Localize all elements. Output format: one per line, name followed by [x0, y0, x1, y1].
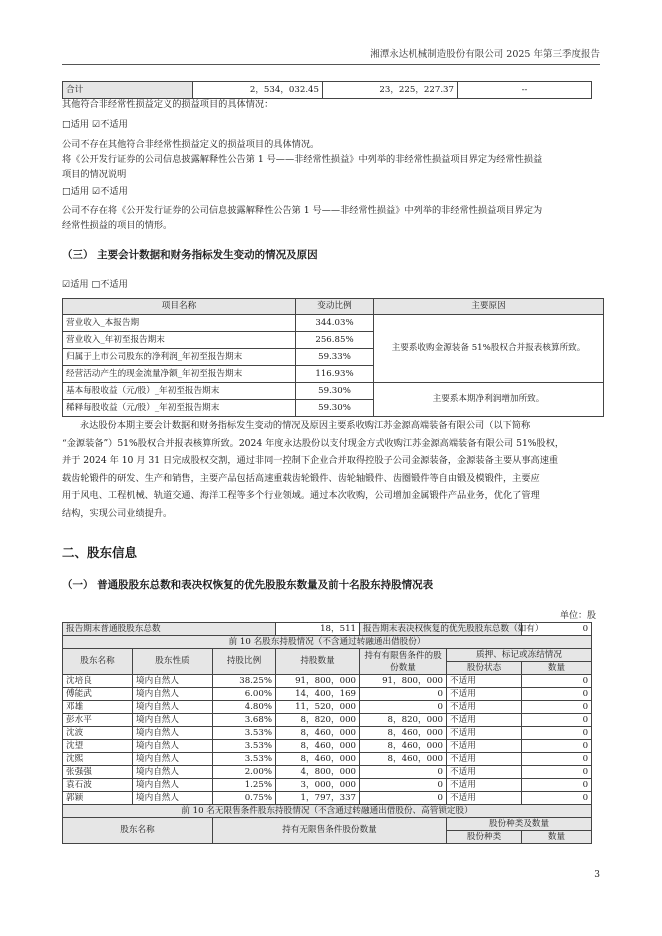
- holder-qty: 8，460，000: [276, 740, 360, 753]
- header-divider: [62, 64, 600, 65]
- holder-qty: 11，520，000: [276, 701, 360, 714]
- holder-nature: 境内自然人: [133, 701, 213, 714]
- unres-header-qty: 持有无限售条件股份数量: [213, 818, 447, 844]
- applicable-checkbox-1: □适用 ☑不适用: [62, 119, 128, 130]
- holder-restricted-qty: 0: [360, 779, 447, 792]
- holder-nature: 境内自然人: [133, 675, 213, 688]
- holder-nature: 境内自然人: [133, 714, 213, 727]
- table-row: [63, 315, 604, 332]
- top10-title-row: [63, 636, 592, 649]
- holder-ratio: 3.53%: [213, 753, 276, 766]
- table-row: [63, 688, 592, 701]
- holder-restricted-qty: 8，460，000: [360, 727, 447, 740]
- top10-title: 前 10 名股东持股情况（不含通过转融通出借股份）: [63, 636, 592, 649]
- holder-pledge-count: 0: [522, 688, 592, 701]
- holder-share-status: 不适用: [447, 688, 522, 701]
- table-row: [63, 727, 592, 740]
- holder-qty: 1，797，337: [276, 792, 360, 805]
- explanation-line: 用于风电、工程机械、轨道交通、海洋工程等多个行业领域。通过本次收购，公司增加金属锻件产品业务，优化了管理: [62, 490, 540, 502]
- holder-pledge-count: 0: [522, 675, 592, 688]
- holder-nature: 境内自然人: [133, 688, 213, 701]
- holder-share-status: 不适用: [447, 727, 522, 740]
- table-row: [63, 753, 592, 766]
- explanation-line: “金源装备”）51%股权合并报表核算所致。2024 年度永达股份以支付现金方式收购江苏金源高端装备有限公司 51%股权，: [62, 437, 565, 449]
- holder-ratio: 1.25%: [213, 779, 276, 792]
- change-explanation: [62, 417, 603, 523]
- header-holding-qty: 持股数量: [276, 649, 360, 675]
- section-3-checkbox: ☑适用 □不适用: [62, 279, 128, 290]
- holder-nature: 境内自然人: [133, 779, 213, 792]
- header-holder-name: 股东名称: [63, 649, 133, 675]
- shareholder-table: [62, 622, 592, 844]
- holder-restricted-qty: 8，820，000: [360, 714, 447, 727]
- holder-qty: 3，000，000: [276, 779, 360, 792]
- pref-holders-label: 报告期末表决权恢复的优先股股东总数（如有）: [360, 623, 522, 636]
- no-other-items-text: 公司不存在其他符合非经常性损益定义的损益项目的具体情况。: [62, 139, 320, 150]
- holder-share-status: 不适用: [447, 740, 522, 753]
- explanation-line: 永达股份本期主要会计数据和财务指标发生变动的情况及原因主要系收购江苏金源高端装备有限公司（以下简称: [80, 420, 531, 431]
- holder-share-status: 不适用: [447, 779, 522, 792]
- header-pledge-count: 数量: [522, 662, 592, 675]
- holder-nature: 境内自然人: [133, 740, 213, 753]
- applicable-checkbox-2: □适用 ☑不适用: [62, 186, 128, 197]
- item-name: 经营活动产生的现金流量净额_年初至报告期末: [63, 366, 296, 383]
- holder-restricted-qty: 8，460，000: [360, 740, 447, 753]
- holder-name: 张强强: [63, 766, 133, 779]
- holder-name: 袁石波: [63, 779, 133, 792]
- holder-pledge-count: 0: [522, 779, 592, 792]
- unrestricted-title-row: [63, 805, 592, 818]
- holder-share-status: 不适用: [447, 675, 522, 688]
- shareholder-subsection-heading: （一） 普通股股东总数和表决权恢复的优先股股东数量及前十名股东持股情况表: [62, 579, 434, 591]
- holder-share-status: 不适用: [447, 753, 522, 766]
- item-ratio: 59.30%: [296, 383, 374, 400]
- table-row: [63, 675, 592, 688]
- holder-ratio: 6.00%: [213, 688, 276, 701]
- header-holder-nature: 股东性质: [133, 649, 213, 675]
- unres-header-kind: 股份种类: [447, 831, 522, 844]
- total-col3: --: [458, 82, 592, 99]
- explanation-line: 并于 2024 年 10 月 31 日完成股权交割，通过非同一控制下企业合并取得控股子公司金源装备，金源装备主要从事高速重: [62, 455, 559, 467]
- holder-pledge-count: 0: [522, 792, 592, 805]
- section-3-heading: （三） 主要会计数据和财务指标发生变动的情况及原因: [62, 249, 318, 261]
- holder-ratio: 4.80%: [213, 701, 276, 714]
- table-row: [63, 383, 604, 400]
- holder-pledge-count: 0: [522, 740, 592, 753]
- header-pledge: 质押、标记或冻结情况: [447, 649, 592, 662]
- table-row: [63, 766, 592, 779]
- holder-restricted-qty: 0: [360, 688, 447, 701]
- total-row: [63, 82, 592, 99]
- unrestricted-header-row: [63, 818, 592, 831]
- header-holding-ratio: 持股比例: [213, 649, 276, 675]
- holder-qty: 14，400，169: [276, 688, 360, 701]
- holder-name: 沈波: [63, 727, 133, 740]
- holder-restricted-qty: 8，460，000: [360, 753, 447, 766]
- explanation-line: 载齿轮锻件的研发、生产和销售，主要产品包括高速重载齿轮锻件、齿轮轴锻件、齿圈锻件等自由锻及模锻件，主要应: [62, 472, 540, 484]
- total-label: 合计: [63, 82, 193, 99]
- holder-name: 彭水平: [63, 714, 133, 727]
- holder-name: 傅能武: [63, 688, 133, 701]
- item-name: 稀释每股收益（元/股）_年初至报告期末: [63, 400, 296, 417]
- total-col2: 23，225，227.37: [323, 82, 458, 99]
- report-header-title: 湘潭永达机械制造股份有限公司 2025 年第三季度报告: [370, 49, 600, 60]
- holder-ratio: 3.53%: [213, 740, 276, 753]
- total-col1: 2，534，032.45: [193, 82, 323, 99]
- holder-share-status: 不适用: [447, 766, 522, 779]
- holder-pledge-count: 0: [522, 701, 592, 714]
- holder-rows: [63, 675, 592, 805]
- header-restricted-qty: 持有有限售条件的股份数量: [360, 649, 447, 675]
- no-classification-text-line1: 公司不存在将《公开发行证券的公司信息披露解释性公告第 1 号——非经常性损益》中列举的非经常性损益项目界定为: [62, 205, 543, 216]
- holder-pledge-count: 0: [522, 714, 592, 727]
- classification-text-line2: 项目的情况说明: [62, 169, 127, 180]
- explanation-line: 结构，实现公司业绩提升。: [62, 507, 173, 519]
- pref-holders-value: 0: [522, 623, 592, 636]
- holder-name: 沈培良: [63, 675, 133, 688]
- header-ratio: 变动比例: [296, 299, 374, 315]
- table-row: [63, 792, 592, 805]
- table-row: [63, 779, 592, 792]
- item-name: 归属于上市公司股东的净利润_年初至报告期末: [63, 349, 296, 366]
- holders-header-row: [63, 649, 592, 662]
- holder-nature: 境内自然人: [133, 766, 213, 779]
- table-row: [63, 714, 592, 727]
- header-reason: 主要原因: [374, 299, 604, 315]
- holder-name: 沈望: [63, 740, 133, 753]
- item-ratio: 59.30%: [296, 400, 374, 417]
- unres-header-name: 股东名称: [63, 818, 213, 844]
- holder-nature: 境内自然人: [133, 727, 213, 740]
- holder-qty: 8，460，000: [276, 753, 360, 766]
- holder-pledge-count: 0: [522, 753, 592, 766]
- holder-restricted-qty: 0: [360, 792, 447, 805]
- item-name: 营业收入_本报告期: [63, 315, 296, 332]
- item-ratio: 256.85%: [296, 332, 374, 349]
- holders-total-row: [63, 623, 592, 636]
- total-holders-value: 18，511: [276, 623, 360, 636]
- reason-cell-1: 主要系收购金源装备 51%股权合并报表核算所致。: [374, 315, 604, 383]
- holder-qty: 4，800，000: [276, 766, 360, 779]
- unit-label: 单位：股: [559, 611, 596, 621]
- holder-restricted-qty: 91，800，000: [360, 675, 447, 688]
- holder-restricted-qty: 0: [360, 701, 447, 714]
- header-share-status: 股份状态: [447, 662, 522, 675]
- holder-share-status: 不适用: [447, 792, 522, 805]
- unrestricted-title: 前 10 名无限售条件股东持股情况（不含通过转融通出借股份、高管锁定股）: [63, 805, 592, 818]
- item-name: 营业收入_年初至报告期末: [63, 332, 296, 349]
- shareholder-section-heading: 二、股东信息: [62, 545, 138, 560]
- holder-ratio: 38.25%: [213, 675, 276, 688]
- holder-nature: 境内自然人: [133, 753, 213, 766]
- no-classification-text-line2: 经常性损益的项目的情形。: [62, 220, 173, 231]
- holder-pledge-count: 0: [522, 766, 592, 779]
- table-row: [63, 701, 592, 714]
- item-name: 基本每股收益（元/股）_年初至报告期末: [63, 383, 296, 400]
- unres-header-count: 数量: [522, 831, 592, 844]
- holder-name: 邓雄: [63, 701, 133, 714]
- change-table-header: [63, 299, 604, 315]
- header-item-name: 项目名称: [63, 299, 296, 315]
- holder-restricted-qty: 0: [360, 766, 447, 779]
- holder-qty: 91，800，000: [276, 675, 360, 688]
- item-ratio: 344.03%: [296, 315, 374, 332]
- total-holders-label: 报告期末普通股股东总数: [63, 623, 276, 636]
- unres-header-kind-title: 股份种类及数量: [447, 818, 592, 831]
- holder-ratio: 2.00%: [213, 766, 276, 779]
- classification-text-line1: 将《公开发行证券的公司信息披露解释性公告第 1 号——非经常性损益》中列举的非经常性损益项目界定为经常性损益: [62, 154, 543, 165]
- reason-cell-2: 主要系本期净利润增加所致。: [374, 383, 604, 417]
- change-table: [62, 298, 604, 417]
- holder-nature: 境内自然人: [133, 792, 213, 805]
- page-number: 3: [594, 870, 600, 880]
- holder-qty: 8，460，000: [276, 727, 360, 740]
- holder-share-status: 不适用: [447, 701, 522, 714]
- holder-name: 郭颖: [63, 792, 133, 805]
- item-ratio: 116.93%: [296, 366, 374, 383]
- holder-share-status: 不适用: [447, 714, 522, 727]
- holder-name: 沈熙: [63, 753, 133, 766]
- other-items-text: 其他符合非经常性损益定义的损益项目的具体情况：: [62, 99, 274, 110]
- item-ratio: 59.33%: [296, 349, 374, 366]
- holder-ratio: 0.75%: [213, 792, 276, 805]
- holder-qty: 8，820，000: [276, 714, 360, 727]
- table-row: [63, 740, 592, 753]
- holder-ratio: 3.68%: [213, 714, 276, 727]
- holder-ratio: 3.53%: [213, 727, 276, 740]
- holder-pledge-count: 0: [522, 727, 592, 740]
